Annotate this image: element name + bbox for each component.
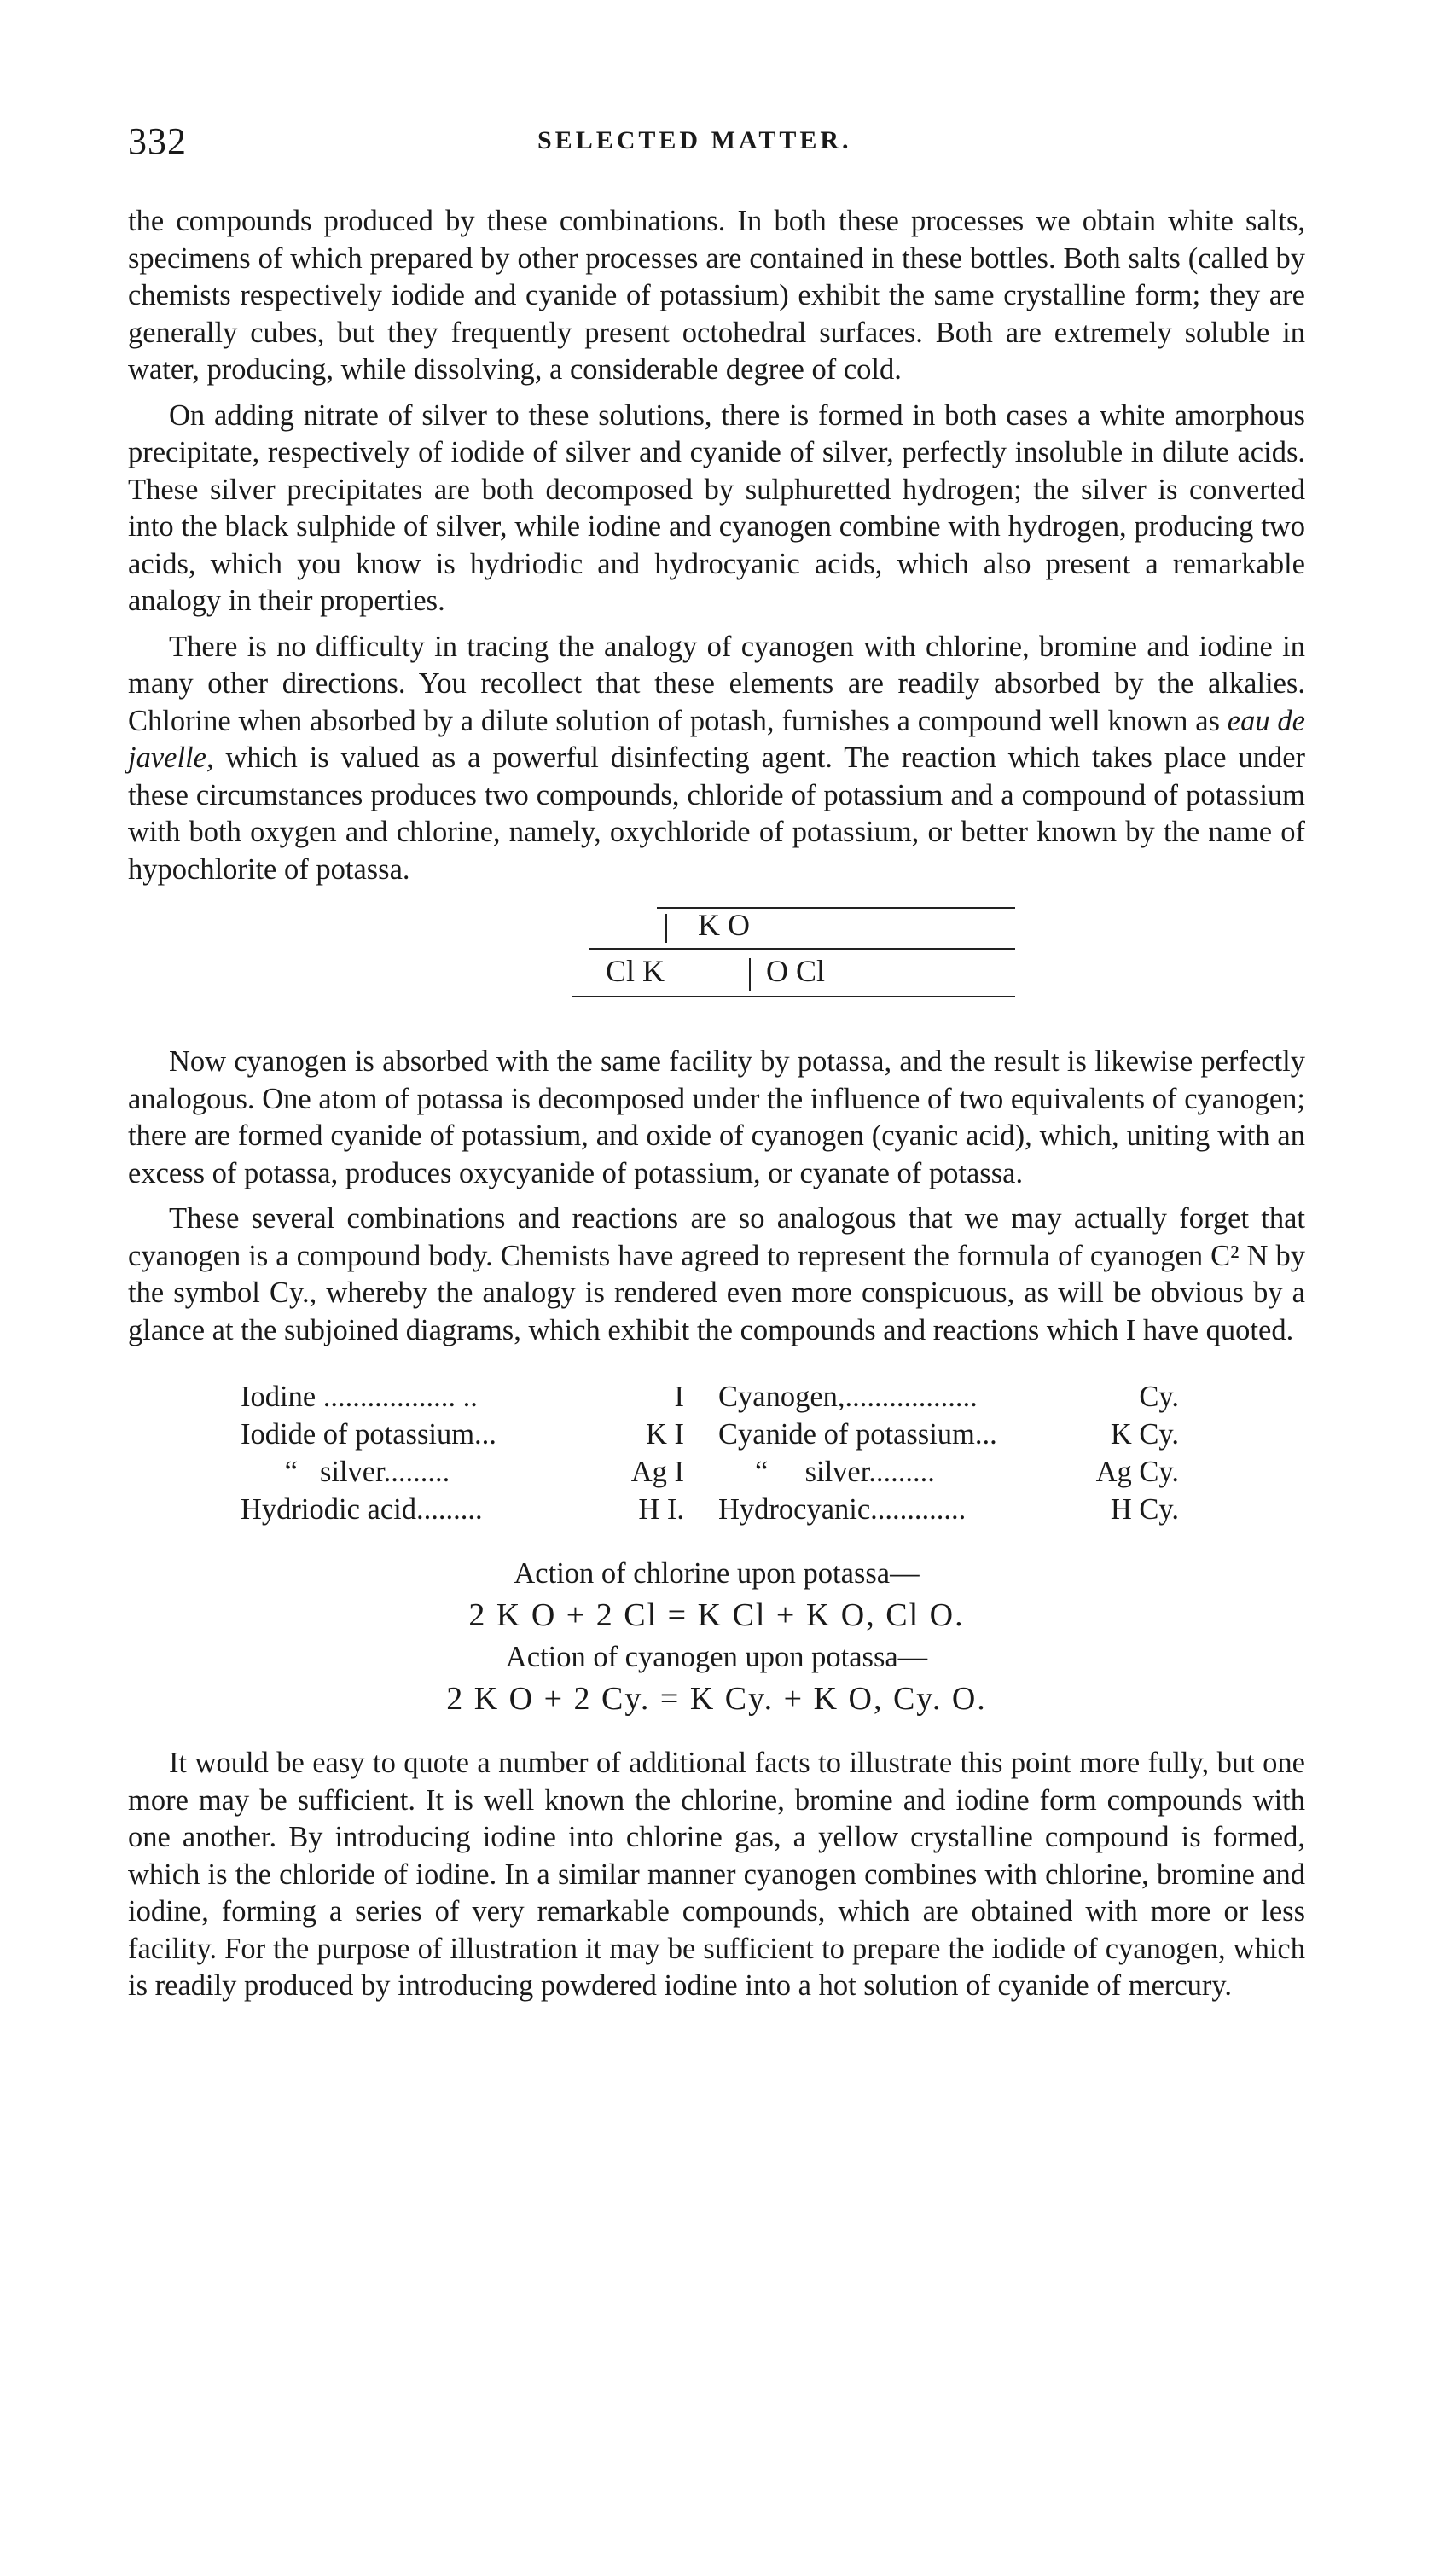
table-symbol: H I.	[638, 1493, 684, 1526]
formula-bottom-rule	[572, 996, 1015, 997]
table-name: “ silver.........	[241, 1456, 450, 1488]
table-name: Iodide of potassium...	[241, 1418, 496, 1451]
page-body	[128, 203, 1305, 2005]
equation-caption-chlorine: Action of chlorine upon potassa—	[514, 1557, 920, 1590]
page-number: 332	[128, 120, 187, 162]
formula-bottom-bar	[749, 958, 751, 991]
paragraph-3-text-b: which is valued as a powerful disinfecting agent. The reaction which takes place under these circumstances produces two compounds, chloride of potassium and a compound of potassium with both oxygen and chlorine, namely, oxychloride of potassium, or better known by the name of hypochlorite of potassa.	[128, 741, 1305, 886]
formula-top-bar	[665, 914, 667, 943]
table-symbol: Cy.	[1139, 1381, 1179, 1413]
analogy-column-iodine	[241, 1378, 684, 1528]
paragraph-4: Now cyanogen is absorbed with the same facility by potassa, and the result is likewise perfectly analogous. One atom of potassa is decomposed under the influence of two equivalents of cyanogen; there are formed cyanide of potassium, and oxide of cyanogen (cyanic acid), which, uniting with an excess of potassa, produces oxycyanide of potassium, or cyanate of potassa.	[128, 1045, 1305, 1189]
table-name: Cyanide of potassium...	[718, 1418, 997, 1451]
table-row	[718, 1416, 1179, 1453]
table-symbol: Ag I	[630, 1456, 684, 1488]
formula-bottom-left: Cl K	[606, 954, 665, 988]
equation-cyanogen: 2 K O + 2 Cy. = K Cy. + K O, Cy. O.	[446, 1681, 987, 1717]
table-name: Hydrocyanic.............	[718, 1493, 967, 1526]
table-name: Cyanogen,..................	[718, 1381, 978, 1413]
eau-de-javelle-italic: eau de javelle,	[128, 704, 1305, 774]
paragraph-3	[128, 629, 1305, 889]
paragraph-3-text-a: There is no difficulty in tracing the analogy of cyanogen with chlorine, bromine and iodine in many other directions. You recollect that these elements are readily absorbed by the alkalies. Chlorine when absorbed by a dilute solution of potash, furnishes a compound well known as	[128, 630, 1305, 737]
paragraph-2: On adding nitrate of silver to these solutions, there is formed in both cases a white amorphous precipitate, respectively of iodide of silver and cyanide of silver, perfectly insoluble in dilute acids. These silver precipitates are both decomposed by sulphuretted hydrogen; the silver is converted into the black sulphide of silver, while iodine and cyanogen combine with hydrogen, producing two acids, which you know is hydriodic and hydrocyanic acids, which also present a remarkable analogy in their properties.	[128, 398, 1305, 617]
analogy-column-cyanogen	[718, 1378, 1179, 1528]
hypochlorite-formula-diagram	[128, 900, 1305, 1028]
table-row	[718, 1453, 1179, 1491]
table-row	[241, 1378, 684, 1416]
page-header	[128, 119, 1305, 171]
table-row	[241, 1453, 684, 1491]
formula-bottom-right: O Cl	[766, 954, 826, 988]
paragraph-6: It would be easy to quote a number of additional facts to illustrate this point more fully, but one more may be sufficient. It is well known the chlorine, bromine and iodine form compounds with one another. By introducing iodine into chlorine gas, a yellow crystalline compound is formed, which is the chloride of iodine. In a similar manner cyanogen combines with chlorine, bromine and iodine, forming a series of very remarkable compounds, which are obtained with more or less facility. For the purpose of illustration it may be sufficient to prepare the iodide of cyanogen, which is readily produced by introducing powdered iodine into a hot solution of cyanide of mercury.	[128, 1747, 1305, 2002]
equations-block	[128, 1554, 1305, 1721]
table-symbol: K Cy.	[1110, 1418, 1179, 1451]
table-symbol: H Cy.	[1110, 1493, 1179, 1526]
paragraph-5: These several combinations and reactions are so analogous that we may actually forget that cyanogen is a compound body. Chemists have agreed to represent the formula of cyanogen C² N by the symbol Cy., whereby the analogy is rendered even more conspicuous, as will be obvious by a glance at the subjoined diagrams, which exhibit the compounds and reactions which I have quoted.	[128, 1202, 1305, 1346]
table-name: Iodine .................. ..	[241, 1381, 478, 1413]
table-row	[718, 1491, 1179, 1528]
paragraph-1: the compounds produced by these combinations. In both these processes we obtain white salts, specimens of which prepared by other processes are contained in these bottles. Both salts (called by chemists respectively iodide and cyanide of potassium) exhibit the same crystalline form; they are generally cubes, but they frequently present octohedral surfaces. Both are extremely soluble in water, producing, while dissolving, a considerable degree of cold.	[128, 205, 1305, 386]
table-name: Hydriodic acid.........	[241, 1493, 483, 1526]
table-row	[241, 1491, 684, 1528]
table-symbol: I	[674, 1381, 684, 1413]
formula-middle-rule	[589, 948, 1015, 950]
formula-top-text: K O	[698, 908, 750, 942]
running-title: SELECTED MATTER.	[537, 126, 852, 154]
equation-caption-cyanogen: Action of cyanogen upon potassa—	[505, 1641, 928, 1673]
table-symbol: Ag Cy.	[1095, 1456, 1179, 1488]
analogy-table	[241, 1378, 1305, 1528]
table-row	[718, 1378, 1179, 1416]
equation-chlorine: 2 K O + 2 Cl = K Cl + K O, Cl O.	[468, 1597, 965, 1633]
table-row	[241, 1416, 684, 1453]
table-name: “ silver.........	[718, 1456, 935, 1488]
table-symbol: K I	[645, 1418, 684, 1451]
